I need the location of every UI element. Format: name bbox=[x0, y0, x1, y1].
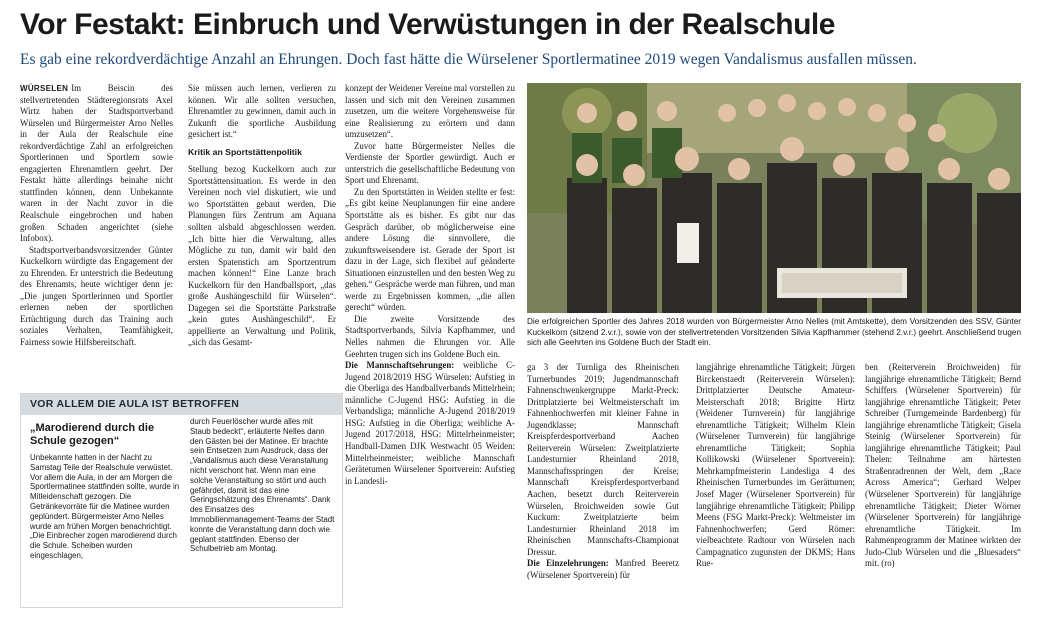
article-column-4 bbox=[527, 362, 679, 607]
article-column-2 bbox=[188, 83, 336, 386]
col2-paragraph-1: Sie müssen auch lernen, verlieren zu können. Wir alle sollten versuchen, Ehrenamtler zu gewinnen, damit auch in Zukunft die sportliche Ausbildung gesichert ist.“ bbox=[188, 83, 336, 140]
article-column-6 bbox=[865, 362, 1021, 607]
section-heading-sportstaetten: Kritik an Sportstättenpolitik bbox=[188, 146, 302, 157]
col1-paragraph-1: Im Beiscin des stellvertretenden Städteregionsrats Axel Wirtz haben der Stadtsportverband Würselen und Bürgermeister Arno Nelles in der Aula der Realschule eine rekordverdächtige Zahl an erfolgreichen Sportlerinnen und Sportlern sowie engagierten Ehrenamtlern geehrt. Der Festakt hätte allerdings beinahe nicht stattfinden können, denn Unbekannte waren in der Nacht zuvor in die Realschule eingebrochen und haben großen Schaden angerichtet (siehe Infobox). bbox=[20, 83, 173, 244]
col3-paragraph-2: Zuvor hatte Bürgermeister Nelles die Verdienste der Sportler gewürdigt. Auch er unterstrich die gesellschaftliche Bedeutung von Sport und Ehrenamt. bbox=[345, 140, 515, 186]
infobox bbox=[20, 393, 343, 608]
article-column-1 bbox=[20, 83, 173, 386]
infobox-subtitle: „Marodierend durch die Schule gezogen“ bbox=[30, 422, 155, 447]
col4-team-continuation: ga 3 der Turnliga des Rheinischen Turnerbundes 2019; Jugendmannschaft Fahnenschwenkergruppe Markt-Preck: Drittplatzierte bei Weltmeisterschaft im Fahnenhochwerfen mit kleiner Fahne in Jugendklasse; Mannschaft Kreispferdesportverband Aachen Reiterverein Würselen: Zweitplatzierte Landesturnier Rheinland 2018, Mannschaftsspringen der Kreise; Mannschaft Kreispferdesportverband Aachen, besetzt durch Reiterverein Würselen, Broichweiden sowie Gut Kuckum: Zweitplatzierte beim Landesturnier Rheinland 2018 im Rheinischen Mannschafts-Championat Dressur. bbox=[527, 362, 679, 557]
col3-paragraph-4: Die zweite Vorsitzende des Stadtsportverbands, Silvia Kapfhammer, und Nelles nahmen die Ehrungen vor. Alle Geehrten trugen sich ins Goldene Buch ein. bbox=[345, 313, 515, 359]
headline: Vor Festakt: Einbruch und Verwüstungen in der Realschule bbox=[20, 8, 835, 41]
article-column-5 bbox=[696, 362, 855, 607]
single-honors-text: Manfred Beeretz (Würselener Sportverein) für bbox=[527, 558, 679, 580]
col1-paragraph-2: Stadtsportverbandsvorsitzender Günter Kuckelkorn würdigte das Engagement der zu Ehrenden. Er unterstrich die Bedeutung des Ehrenamts, heute wichtiger denn je: „Die jungen Sportlerinnen und Sportler erlernen neben der sportlichen Ertüchtigung durch das Training auch soziales Verhalten, Teamfähigkeit, Fairness sowie Hilfsbereitschaft. bbox=[20, 244, 173, 348]
group-photo bbox=[527, 83, 1021, 313]
group-photo-illustration bbox=[527, 83, 1021, 313]
team-honors-text: weibliche C-Jugend 2018/2019 HSG Würselen: Aufstieg in die Oberliga des Handballverbands Mittelrhein; männliche C-Jugend HSG: Aufstieg in die Verbandsliga; männliche A-Jugend 2018/2019 HSG: Aufstieg in die Oberliga; weibliche A-Jugend 2017/2018, HSG: Mittelrheinmeister; Handball-Damen DJK Westwacht 05 Weiden: Mittelrheinmeister; weibliche Mannschaft Gerätetumen Würselener Sportverein: Aufstieg in Landesli- bbox=[345, 360, 515, 486]
infobox-column-2: durch Feuerlöscher wurde alles mit Staub bedeckt“, erläuterte Nelles dann den Gästen bei der Matinee. Er brachte sein Entsetzen zum Ausdruck, dass der „Vandalismus auch diese Veranstaltung nicht verschont hat. Wenn man eine solche Veranstaltung so stört und auch gefährdet, damit ist das eine Geringschätzung des Ehrenamts“. Dank des Einsatzes des Immobilienmanagement-Teams der Stadt konnte die Veranstaltung dann doch wie geplant stattfinden. Ebenso der Schulbetrieb am Montag. bbox=[190, 417, 335, 554]
author-byline: (ro) bbox=[881, 558, 895, 569]
col3-paragraph-1: konzept der Weidener Vereine mal vorstellen zu lassen und sich mit den Vereinen zusammen zusetzen, um die weitere Vorgehensweise für eine Realisierung zu erörtern und dann umzusetzen“. bbox=[345, 83, 515, 140]
article-column-3 bbox=[345, 83, 515, 607]
infobox-column-1: Unbekannte hatten in der Nacht zu Samstag Teile der Realschule verwüstet. Vor allem die Aula, in der am Morgen die Sportlermatinee stattfinden sollte, wurde in Mitleidenschaft gezogen. Die Getränkevorräte für die Matinee wurden geplündert. Bürgermeister Arno Nelles wurde am frühen Morgen benachrichtigt. „Die Einbrecher zogen marodierend durch die Schule. Scheiben wurden eingeschlagen, bbox=[30, 453, 180, 560]
col6-text: ben (Reiterverein Broichweiden) für langjährige ehrenamtliche Tätigkeit; Bernd Schiffers (Würselener Sportverein) für langjährige ehrenamtliche Tätigkeit; Peter Schreiber (Turngemeinde Bardenberg) für langjährige ehrenamtliche Tätigkeit; Gisela Steinig (Würselener Sportverein) für langjährige ehrenamtliche Tätigkeit; Paul Thelen: Teilnahme am härtesten Straßenradrennen der Welt, dem „Race Across America“; Gerhard Welper (Würselener Sportverein) für langjährige ehrenamtliche Tätigkeit; Dieter Wörner (Würselener Sportverein) für langjährige ehrenamtliche Tätigkeit. Im Rahmenprogramm der Matinee wirkten der Judo-Club Würselen und die „Bluesaders“ mit. bbox=[865, 362, 1021, 569]
photo-caption: Die erfolgreichen Sportler des Jahres 2018 wurden von Bürgermeister Arno Nelles (mit Amtskette), dem Vorsitzenden des SSV, Günter Kuckelkorn (sitzend 2.v.r.), sowie von der stellvertretenden Vorsitzenden Silvia Kapfhammer (stehend 2.v.r.) geehrt. Anschließend trugen sich alle Geehrten ins Goldene Buch der Stadt ein. bbox=[527, 317, 1021, 348]
team-honors-heading: Die Mannschaftsehrungen: bbox=[345, 360, 455, 371]
col3-paragraph-3: Zu den Sportstätten in Weiden stellte er fest: „Es gibt keine Neuplanungen für eine andere Sportstätte als es bisher. Es gibt nur das Gespräch darüber, ob möglicherweise eine andere Lösung die sinnvollere, die zukunftsweisendere ist. Gerade der Sport ist dazu in der Lage, sich flexibel auf geänderte Situationen einzustellen und den besten Weg zu gehen.“ Gespräche werde man führen, und man werde zu Ergebnissen kommen, „die allen gerecht“ würden. bbox=[345, 186, 515, 313]
col5-text: langjährige ehrenamtliche Tätigkeit; Jürgen Birckenstaedt (Reiterverein Würselen): Drittplatzierter Deutsche Amateur-Meisterschaft 2018; Brigitte Hirtz (Weidener Turnverein) für langjährige ehrenamtliche Tätigkeit; Wilhelm Klein (Würselener Turnverein) für langjährige ehrenamtliche Tätigkeit; Sophia Kollikowski (Würselener Sportverein): Mehrkampfmeisterin Landesliga 4 des Rheinischen Turnerbundes im Gerätturnen; Josef Mager (Würselener Sportverein) für langjährige ehrenamtliche Tätigkeit; Philipp Meens (FSG Markt-Preck): Weltmeister im Fahnenhochwerfen; Gerd Römer: vielbeachtete Radtour von Würselen nach Campagnatico zugunsten der DKMS; Hans Rue- bbox=[696, 362, 855, 569]
col2-paragraph-2: Stellung bezog Kuckelkorn auch zur Sportstättensituation. Es werde in den Vereinen noch viel diskutiert, wie und wo Sportstätten gebaut werden. Die Planungen fürs Zentrum am Aquana sollten alsbald abgeschlossen werden. „Ich bitte hier die Verwaltung, alles Mögliche zu tun, damit wir bald den ersten Spatenstich am Sportzentrum machen können!“ Eine Lanze brach Kuckelkorn für den Handballsport, „das große Aushängeschild für Würselen“. Dagegen sei die Sportstätte Parkstraße „kein gutes Aushängeschild“. Er appellierte an Verwaltung und Politik, „sich das Gesamt- bbox=[188, 164, 336, 348]
subheadline: Es gab eine rekordverdächtige Anzahl an Ehrungen. Doch fast hätte die Würselener Sportlermatinee 2019 wegen Vandalismus ausfallen müssen. bbox=[20, 51, 917, 68]
single-honors-heading: Die Einzelehrungen: bbox=[527, 558, 609, 569]
infobox-title: VOR ALLEM DIE AULA IST BETROFFEN bbox=[30, 398, 240, 410]
dateline: WÜRSELEN bbox=[20, 84, 69, 93]
